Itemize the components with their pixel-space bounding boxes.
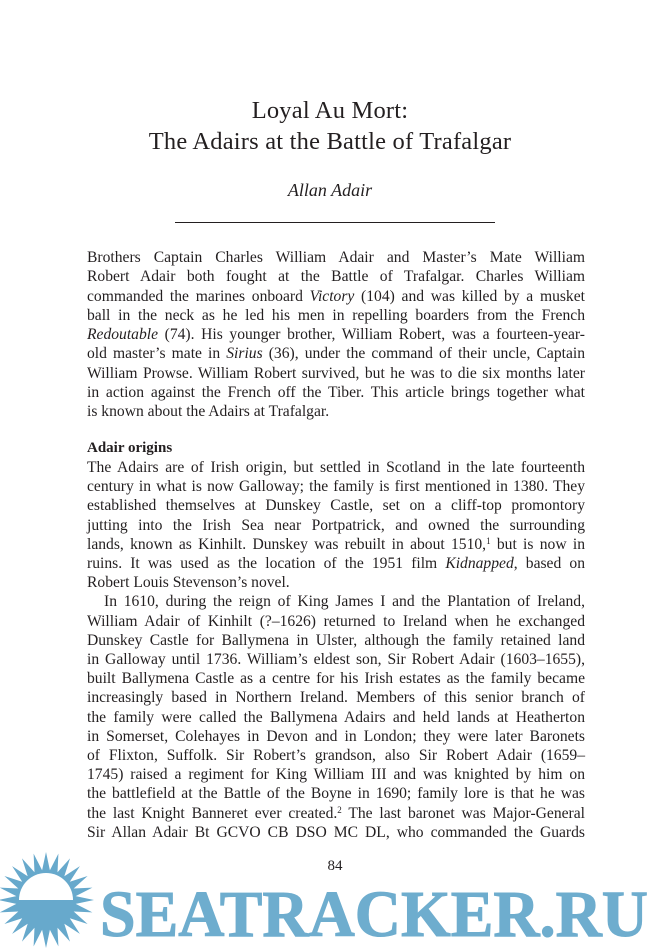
body-text-line xyxy=(87,784,585,803)
body-text-line xyxy=(87,287,585,306)
section-heading xyxy=(87,439,585,458)
text-segment: in Galloway until 1736. William’s eldest son, Sir Robert Adair (1603–1655), xyxy=(87,651,585,668)
body-text-line xyxy=(87,306,585,325)
body-text-line xyxy=(87,383,585,402)
body-text-line xyxy=(87,364,585,383)
text-segment: the last Knight Banneret ever created. xyxy=(87,804,338,822)
text-segment: increasingly based in Northern Ireland. Members of this senior branch of xyxy=(87,689,585,707)
body-text-line xyxy=(87,458,585,477)
body-text-line xyxy=(87,248,585,267)
text-segment: ruins. It was used as the location of the 1951 film xyxy=(87,555,446,572)
article-title-line-2: The Adairs at the Battle of Trafalgar xyxy=(148,128,512,155)
body-text-line xyxy=(87,477,585,496)
text-segment: In 1610, during the reign of King James I and the Plantation of Ireland, xyxy=(104,593,585,611)
text-segment: Robert Adair both fought at the Battle of Trafalgar. Charles William xyxy=(87,268,585,286)
body-text-line xyxy=(87,325,585,344)
sun-icon xyxy=(0,852,94,948)
page-number: 84 xyxy=(327,858,343,874)
body-text-line xyxy=(87,727,585,746)
body-text-line xyxy=(87,516,585,535)
text-segment: , based on xyxy=(513,555,585,572)
body-text-line xyxy=(87,669,585,688)
text-segment: lands, known as Kinhilt. Dunskey was rebuilt in about 1510, xyxy=(87,535,487,553)
text-segment: established themselves at Dunskey Castle, set on a cliff-top promontory xyxy=(87,497,585,515)
text-segment: Robert Louis Stevenson’s novel. xyxy=(87,574,290,592)
body-text-line xyxy=(87,765,585,784)
italic-text: Redoutable xyxy=(87,326,159,343)
text-segment: jutting into the Irish Sea near Portpatrick, and owned the surrounding xyxy=(87,516,585,534)
text-segment: of Flixton, Suffolk. Sir Robert’s grandson, also Sir Robert Adair (1659– xyxy=(87,747,585,764)
body-text-line xyxy=(87,496,585,515)
text-segment: ball in the neck as he led his men in repelling boarders from the French xyxy=(87,306,585,324)
text-segment: William Adair of Kinhilt (?–1626) returned to Ireland when he exchanged xyxy=(87,612,585,630)
body-text-line xyxy=(87,688,585,707)
body-text-line xyxy=(87,535,585,554)
watermark-logo xyxy=(0,850,660,948)
body-text-line xyxy=(87,554,585,573)
text-segment: commanded the marines onboard xyxy=(87,287,310,305)
body-text-line xyxy=(87,402,585,421)
text-segment: the battlefield at the Battle of the Boyne in 1690; family lore is that he was xyxy=(87,785,585,803)
text-segment: The last baronet was Major-General xyxy=(341,804,585,822)
text-segment: Sir Allan Adair Bt GCVO CB DSO MC DL, who commanded the Guards xyxy=(87,823,585,841)
text-segment: but is now in xyxy=(490,535,585,553)
text-segment: (74). His younger brother, William Robert, was a fourteen-year- xyxy=(158,326,585,343)
text-segment: William Prowse. William Robert survived, but he was to die six months later xyxy=(87,364,585,382)
text-segment: 1745) raised a regiment for King William III and was knighted by him on xyxy=(87,766,585,784)
watermark-text: SEATRACKER.RU xyxy=(100,878,648,948)
body-text-line xyxy=(87,823,585,842)
text-segment: century in what is now Galloway; the family is first mentioned in 1380. They xyxy=(87,478,585,496)
footnote-ref: 2 xyxy=(337,804,342,815)
body-text-line xyxy=(87,746,585,765)
article-author: Allan Adair xyxy=(287,180,373,200)
footnote-ref: 1 xyxy=(486,535,491,546)
text-segment: is known about the Adairs at Trafalgar. xyxy=(87,403,330,420)
body-text-line xyxy=(87,650,585,669)
body-text-line xyxy=(87,708,585,727)
text-segment: Adair origins xyxy=(87,440,173,456)
text-segment: The Adairs are of Irish origin, but settled in Scotland in the late fourteenth xyxy=(87,459,585,476)
body-text-line xyxy=(87,267,585,286)
body-text-line xyxy=(87,344,585,363)
title-divider xyxy=(175,222,495,223)
text-segment: Brothers Captain Charles William Adair and Master’s Mate William xyxy=(87,249,585,266)
text-segment: (104) and was killed by a musket xyxy=(354,287,585,305)
body-text-line xyxy=(87,573,585,592)
text-segment: Dunskey Castle for Ballymena in Ulster, although the family retained land xyxy=(87,631,585,649)
body-text-line xyxy=(87,804,585,823)
body-text-line xyxy=(87,592,585,611)
text-segment: (36), under the command of their uncle, Captain xyxy=(262,345,585,363)
article-title-line-1: Loyal Au Mort: xyxy=(251,97,409,124)
italic-text: Sirius xyxy=(226,345,263,363)
body-text-line xyxy=(87,612,585,631)
text-segment: the family were called the Ballymena Adairs and held lands at Heatherton xyxy=(87,708,585,726)
text-segment: old master’s mate in xyxy=(87,345,227,363)
body-text-line xyxy=(87,631,585,650)
italic-text: Kidnapped xyxy=(445,555,514,572)
text-segment: in action against the French off the Tiber. This article brings together what xyxy=(87,383,585,401)
italic-text: Victory xyxy=(309,287,355,305)
text-segment: built Ballymena Castle as a centre for his Irish estates as the family became xyxy=(87,670,585,688)
text-segment: in Somerset, Colehayes in Devon and in London; they were later Baronets xyxy=(87,727,585,745)
